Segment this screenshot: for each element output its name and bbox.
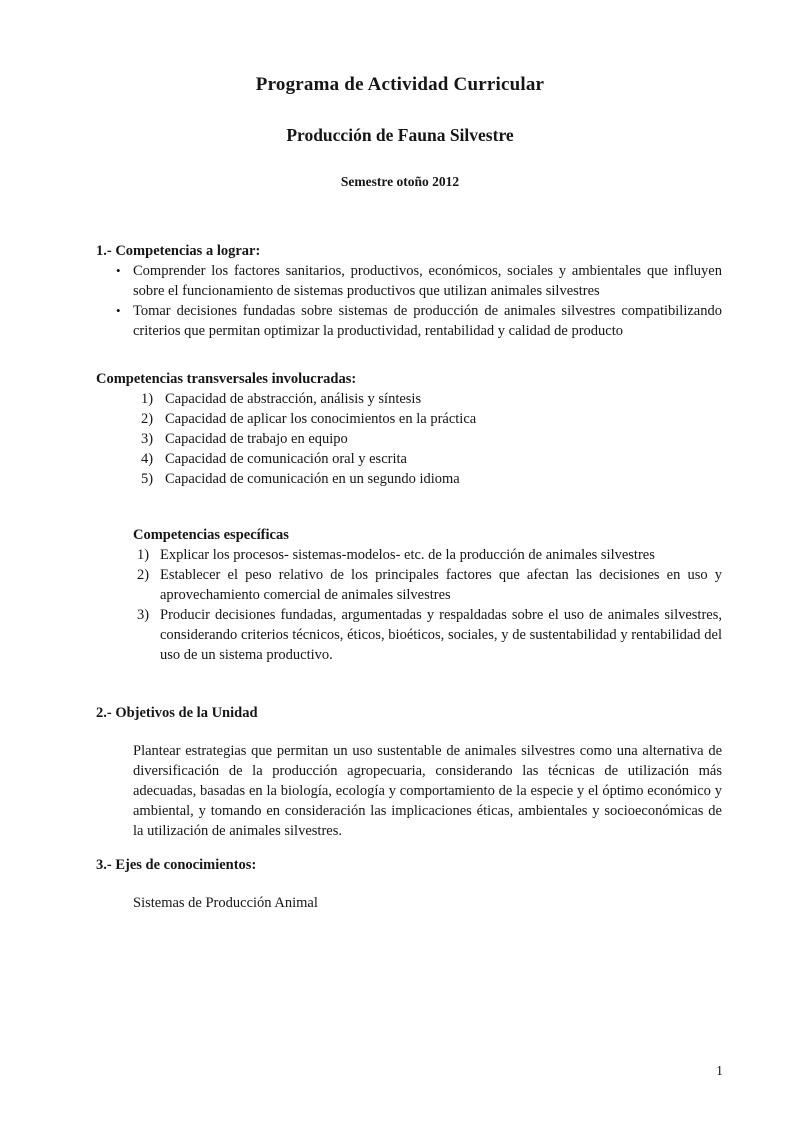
section-competencias-a-lograr: [96, 241, 722, 341]
list-item: [96, 449, 722, 469]
list-item-text: Explicar los procesos- sistemas-modelos- etc. de la producción de animales silvestres: [160, 547, 655, 563]
bullet-item-text: Comprender los factores sanitarios, productivos, económicos, sociales y ambientales que influyen sobre el funcionamiento de sistemas productivos que utilizan animales silvestres: [133, 263, 722, 299]
document-header: [0, 0, 800, 190]
bullet-item-text: Tomar decisiones fundadas sobre sistemas de producción de animales silvestres compatibilizando criterios que permitan optimizar la productividad, rentabilidad y calidad de producto: [133, 303, 722, 339]
section-competencias-especificas: [96, 525, 722, 665]
list-item-text: Producir decisiones fundadas, argumentadas y respaldadas sobre el uso de animales silvestres, considerando criterios técnicos, éticos, bioéticos, sociales, y de sustentabilidad y rentabilidad del uso de un sistema productivo.: [160, 607, 722, 663]
bullet-item: [96, 261, 722, 301]
list-item: [96, 545, 722, 565]
list-item: [96, 429, 722, 449]
competencias-especificas-heading: Competencias específicas: [133, 527, 289, 543]
competencias-transversales-heading: Competencias transversales involucradas:: [96, 371, 357, 387]
list-item-number: 1): [141, 391, 154, 407]
semester-line: Semestre otoño 2012: [340, 174, 460, 189]
section-ejes-de-conocimientos: [96, 855, 722, 913]
list-item-number: 2): [141, 411, 154, 427]
list-item: [96, 469, 722, 489]
bullet-item: [96, 301, 722, 341]
list-item: [96, 565, 722, 605]
list-item-number: 1): [137, 547, 150, 563]
section-competencias-transversales: [96, 369, 722, 489]
list-item: [96, 389, 722, 409]
list-item: [96, 605, 722, 665]
objetivos-heading: 2.- Objetivos de la Unidad: [96, 705, 258, 721]
list-item-text: Capacidad de comunicación en un segundo idioma: [165, 471, 460, 487]
page-number: 1: [716, 1064, 723, 1079]
bullet-icon: •: [116, 303, 121, 318]
list-item-number: 3): [141, 431, 154, 447]
list-item-number: 3): [137, 607, 150, 623]
document-body: [0, 190, 800, 913]
objetivos-paragraph: Plantear estrategias que permitan un uso sustentable de animales silvestres como una alternativa de diversificación de la producción agropecuaria, considerando las técnicas de utilización más adecuadas, basadas en la biología, ecología y comportamiento de la especie y el óptimo económico y ambiental, y tomando en consideración las implicaciones éticas, ambientales y socioeconómicas de la utilización de animales silvestres.: [133, 743, 722, 839]
list-item-text: Capacidad de aplicar los conocimientos en la práctica: [165, 411, 477, 427]
list-item-number: 4): [141, 451, 154, 467]
document-title: Programa de Actividad Curricular: [255, 74, 545, 95]
list-item-number: 5): [141, 471, 154, 487]
ejes-heading: 3.- Ejes de conocimientos:: [96, 857, 257, 873]
list-item: [96, 409, 722, 429]
document-subtitle: Producción de Fauna Silvestre: [286, 125, 514, 145]
section-objetivos: [96, 703, 722, 841]
competencias-a-lograr-heading: 1.- Competencias a lograr:: [96, 243, 261, 259]
ejes-body-text: Sistemas de Producción Animal: [133, 895, 318, 911]
list-item-text: Capacidad de trabajo en equipo: [165, 431, 348, 447]
bullet-icon: •: [116, 263, 121, 278]
list-item-text: Capacidad de comunicación oral y escrita: [165, 451, 407, 467]
list-item-text: Establecer el peso relativo de los principales factores que afectan las decisiones en uso y aprovechamiento comercial de animales silvestres: [160, 567, 722, 603]
list-item-number: 2): [137, 567, 150, 583]
list-item-text: Capacidad de abstracción, análisis y síntesis: [165, 391, 422, 407]
